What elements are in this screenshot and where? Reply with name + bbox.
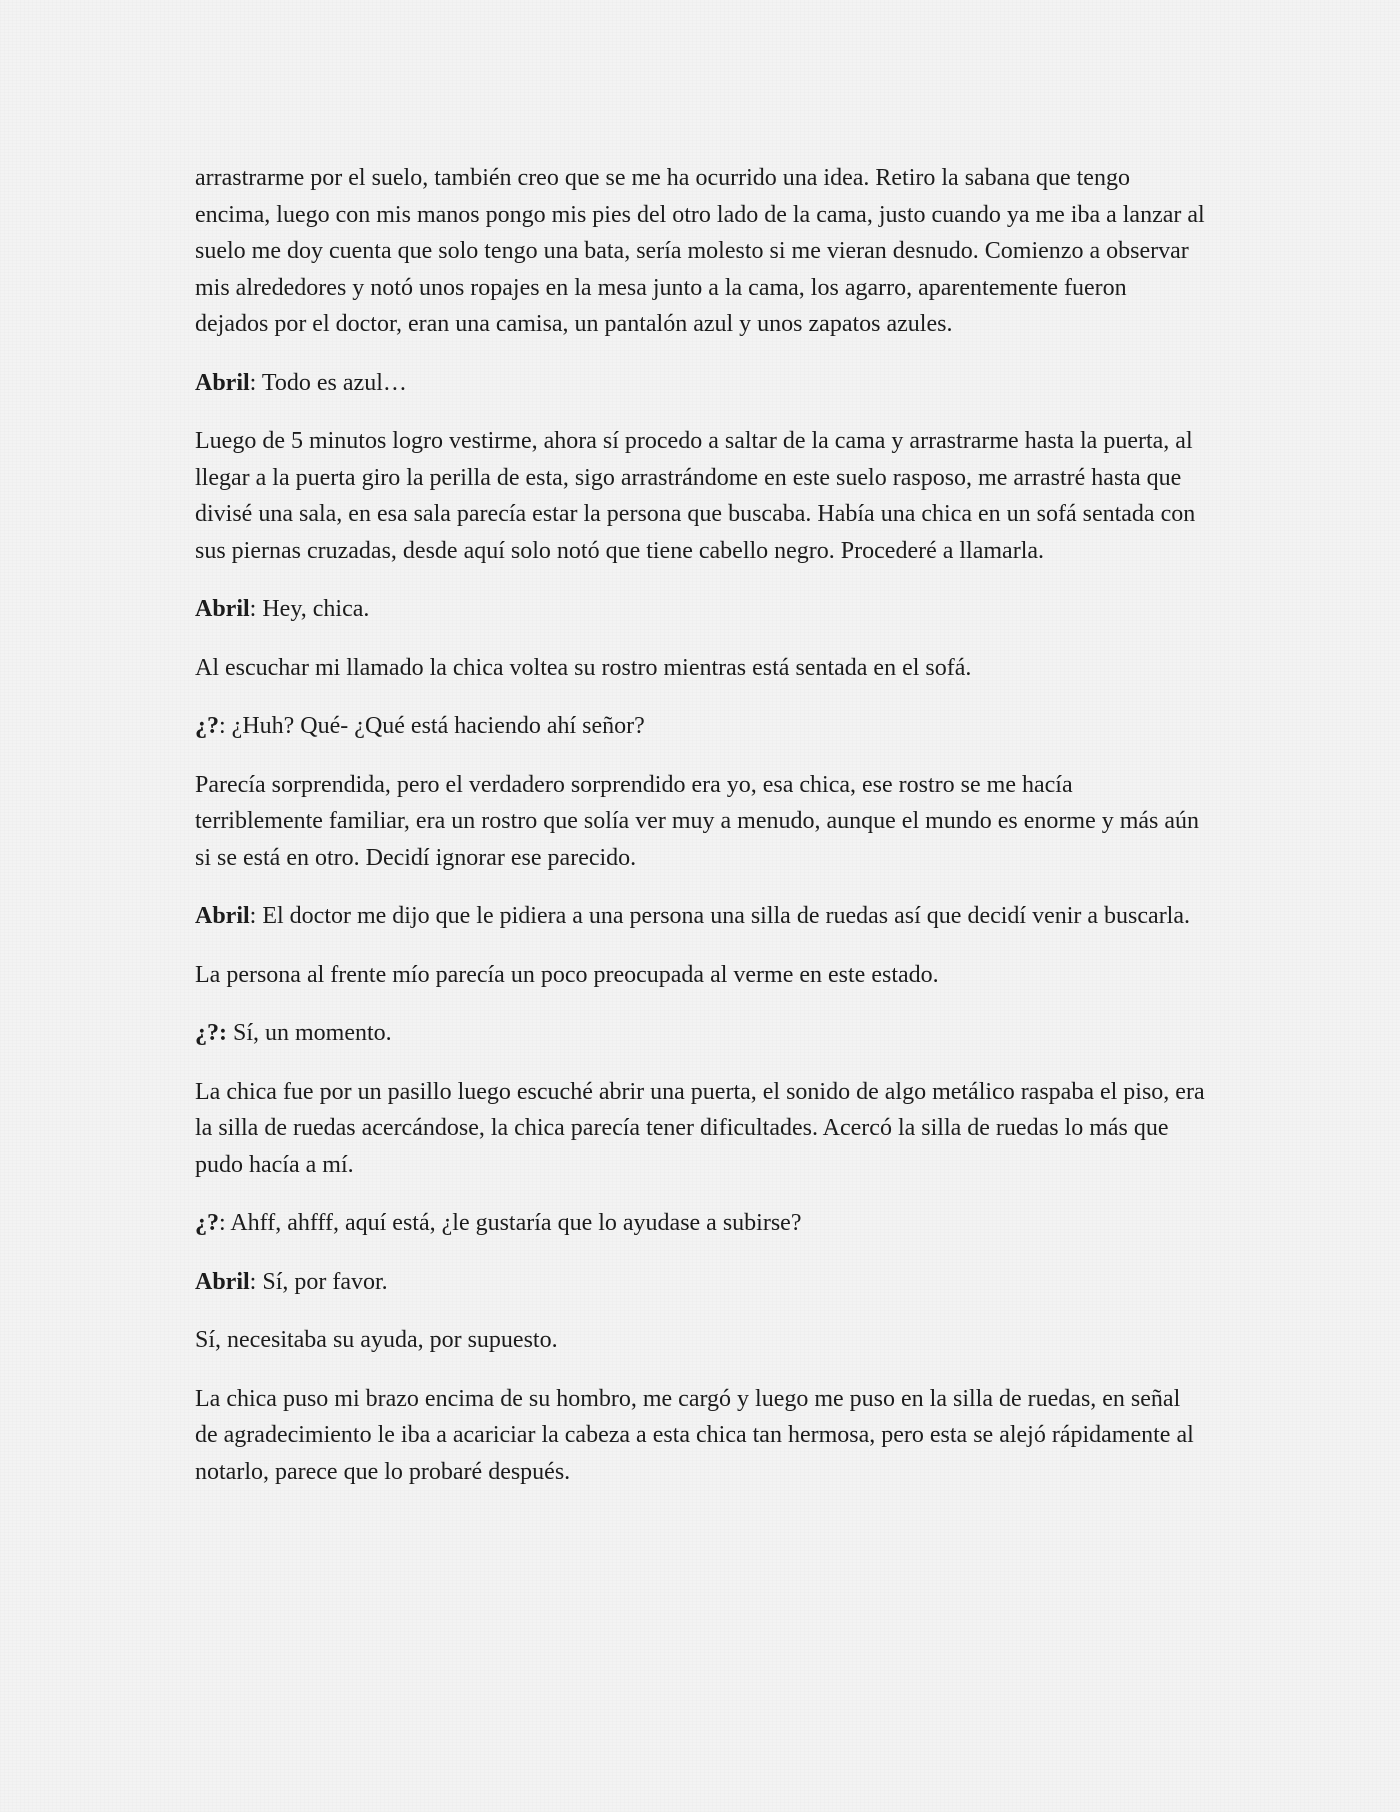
dialogue-text: El doctor me dijo que le pidiera a una persona una silla de ruedas así que decidí venir a buscarla. <box>262 903 1190 929</box>
dialogue-line <box>195 898 1205 935</box>
speaker-name: ¿? <box>195 713 219 739</box>
speaker-name: Abril <box>195 596 250 622</box>
dialogue-line <box>195 591 1205 628</box>
narration-paragraph: Parecía sorprendida, pero el verdadero sorprendido era yo, esa chica, ese rostro se me hacía terriblemente familiar, era un rostro que solía ver muy a menudo, aunque el mundo es enorme y más aún si se está en otro. Decidí ignorar ese parecido. <box>195 771 1200 871</box>
speaker-name: Abril <box>195 1268 250 1295</box>
dialogue-separator: : <box>249 1268 263 1295</box>
dialogue-line <box>195 1205 1205 1242</box>
narration-paragraph: La chica puso mi brazo encima de su hombro, me cargó y luego me puso en la silla de ruedas, en señal de agradecimiento le iba a acariciar la cabeza a esta chica tan hermosa, pero esta se alejó rápidamente al notarlo, parece que lo probaré después. <box>195 1385 1194 1485</box>
dialogue-text: Ahff, ahfff, aquí está, ¿le gustaría que lo ayudase a subirse? <box>230 1210 802 1236</box>
speaker-name: Abril <box>195 369 250 396</box>
dialogue-text: Todo es azul… <box>261 369 407 396</box>
speaker-name: Abril <box>195 903 250 929</box>
narration-paragraph: arrastrarme por el suelo, también creo que se me ha ocurrido una idea. Retiro la sabana que tengo encima, luego con mis manos pongo mis pies del otro lado de la cama, justo cuando ya me iba a lanzar al suelo me doy cuenta que solo tengo una bata, sería molesto si me vieran desnudo. Comienzo a observar mis alrededores y notó unos ropajes en la mesa junto a la cama, los agarro, aparentemente fueron dejados por el doctor, eran una camisa, un pantalón azul y unos zapatos azules. <box>195 165 1205 337</box>
dialogue-separator: : <box>219 713 232 739</box>
dialogue-separator: : <box>249 903 263 929</box>
narration-paragraph: Al escuchar mi llamado la chica voltea su rostro mientras está sentada en el sofá. <box>195 654 972 681</box>
dialogue-line <box>195 1264 1205 1301</box>
dialogue-line <box>195 1015 1205 1052</box>
document-body <box>195 160 1205 1512</box>
dialogue-text: Hey, chica. <box>262 596 370 622</box>
speaker-name: ¿? <box>195 1210 219 1236</box>
narration-paragraph: Sí, necesitaba su ayuda, por supuesto. <box>195 1327 558 1353</box>
dialogue-text: ¿Huh? Qué- ¿Qué está haciendo ahí señor? <box>231 713 645 739</box>
narration-paragraph: La persona al frente mío parecía un poco preocupada al verme en este estado. <box>195 961 939 988</box>
dialogue-separator: : <box>219 1210 231 1236</box>
dialogue-line <box>195 708 1205 745</box>
dialogue-separator: : <box>249 369 262 396</box>
dialogue-separator: : <box>249 596 263 622</box>
dialogue-line <box>195 365 1205 402</box>
narration-paragraph: Luego de 5 minutos logro vestirme, ahora sí procedo a saltar de la cama y arrastrarme hasta la puerta, al llegar a la puerta giro la perilla de esta, sigo arrastrándome en este suelo rasposo, me arrastré hasta que divisé una sala, en esa sala parecía estar la persona que buscaba. Había una chica en un sofá sentada con sus piernas cruzadas, desde aquí solo notó que tiene cabello negro. Procederé a llamarla. <box>195 428 1196 564</box>
speaker-name: ¿?: <box>195 1020 227 1046</box>
narration-paragraph: La chica fue por un pasillo luego escuché abrir una puerta, el sonido de algo metálico raspaba el piso, era la silla de ruedas acercándose, la chica parecía tener dificultades. Acercó la silla de ruedas lo más que pudo hacía a mí. <box>195 1078 1205 1178</box>
dialogue-text: Sí, un momento. <box>233 1020 392 1046</box>
dialogue-text: Sí, por favor. <box>262 1268 388 1295</box>
